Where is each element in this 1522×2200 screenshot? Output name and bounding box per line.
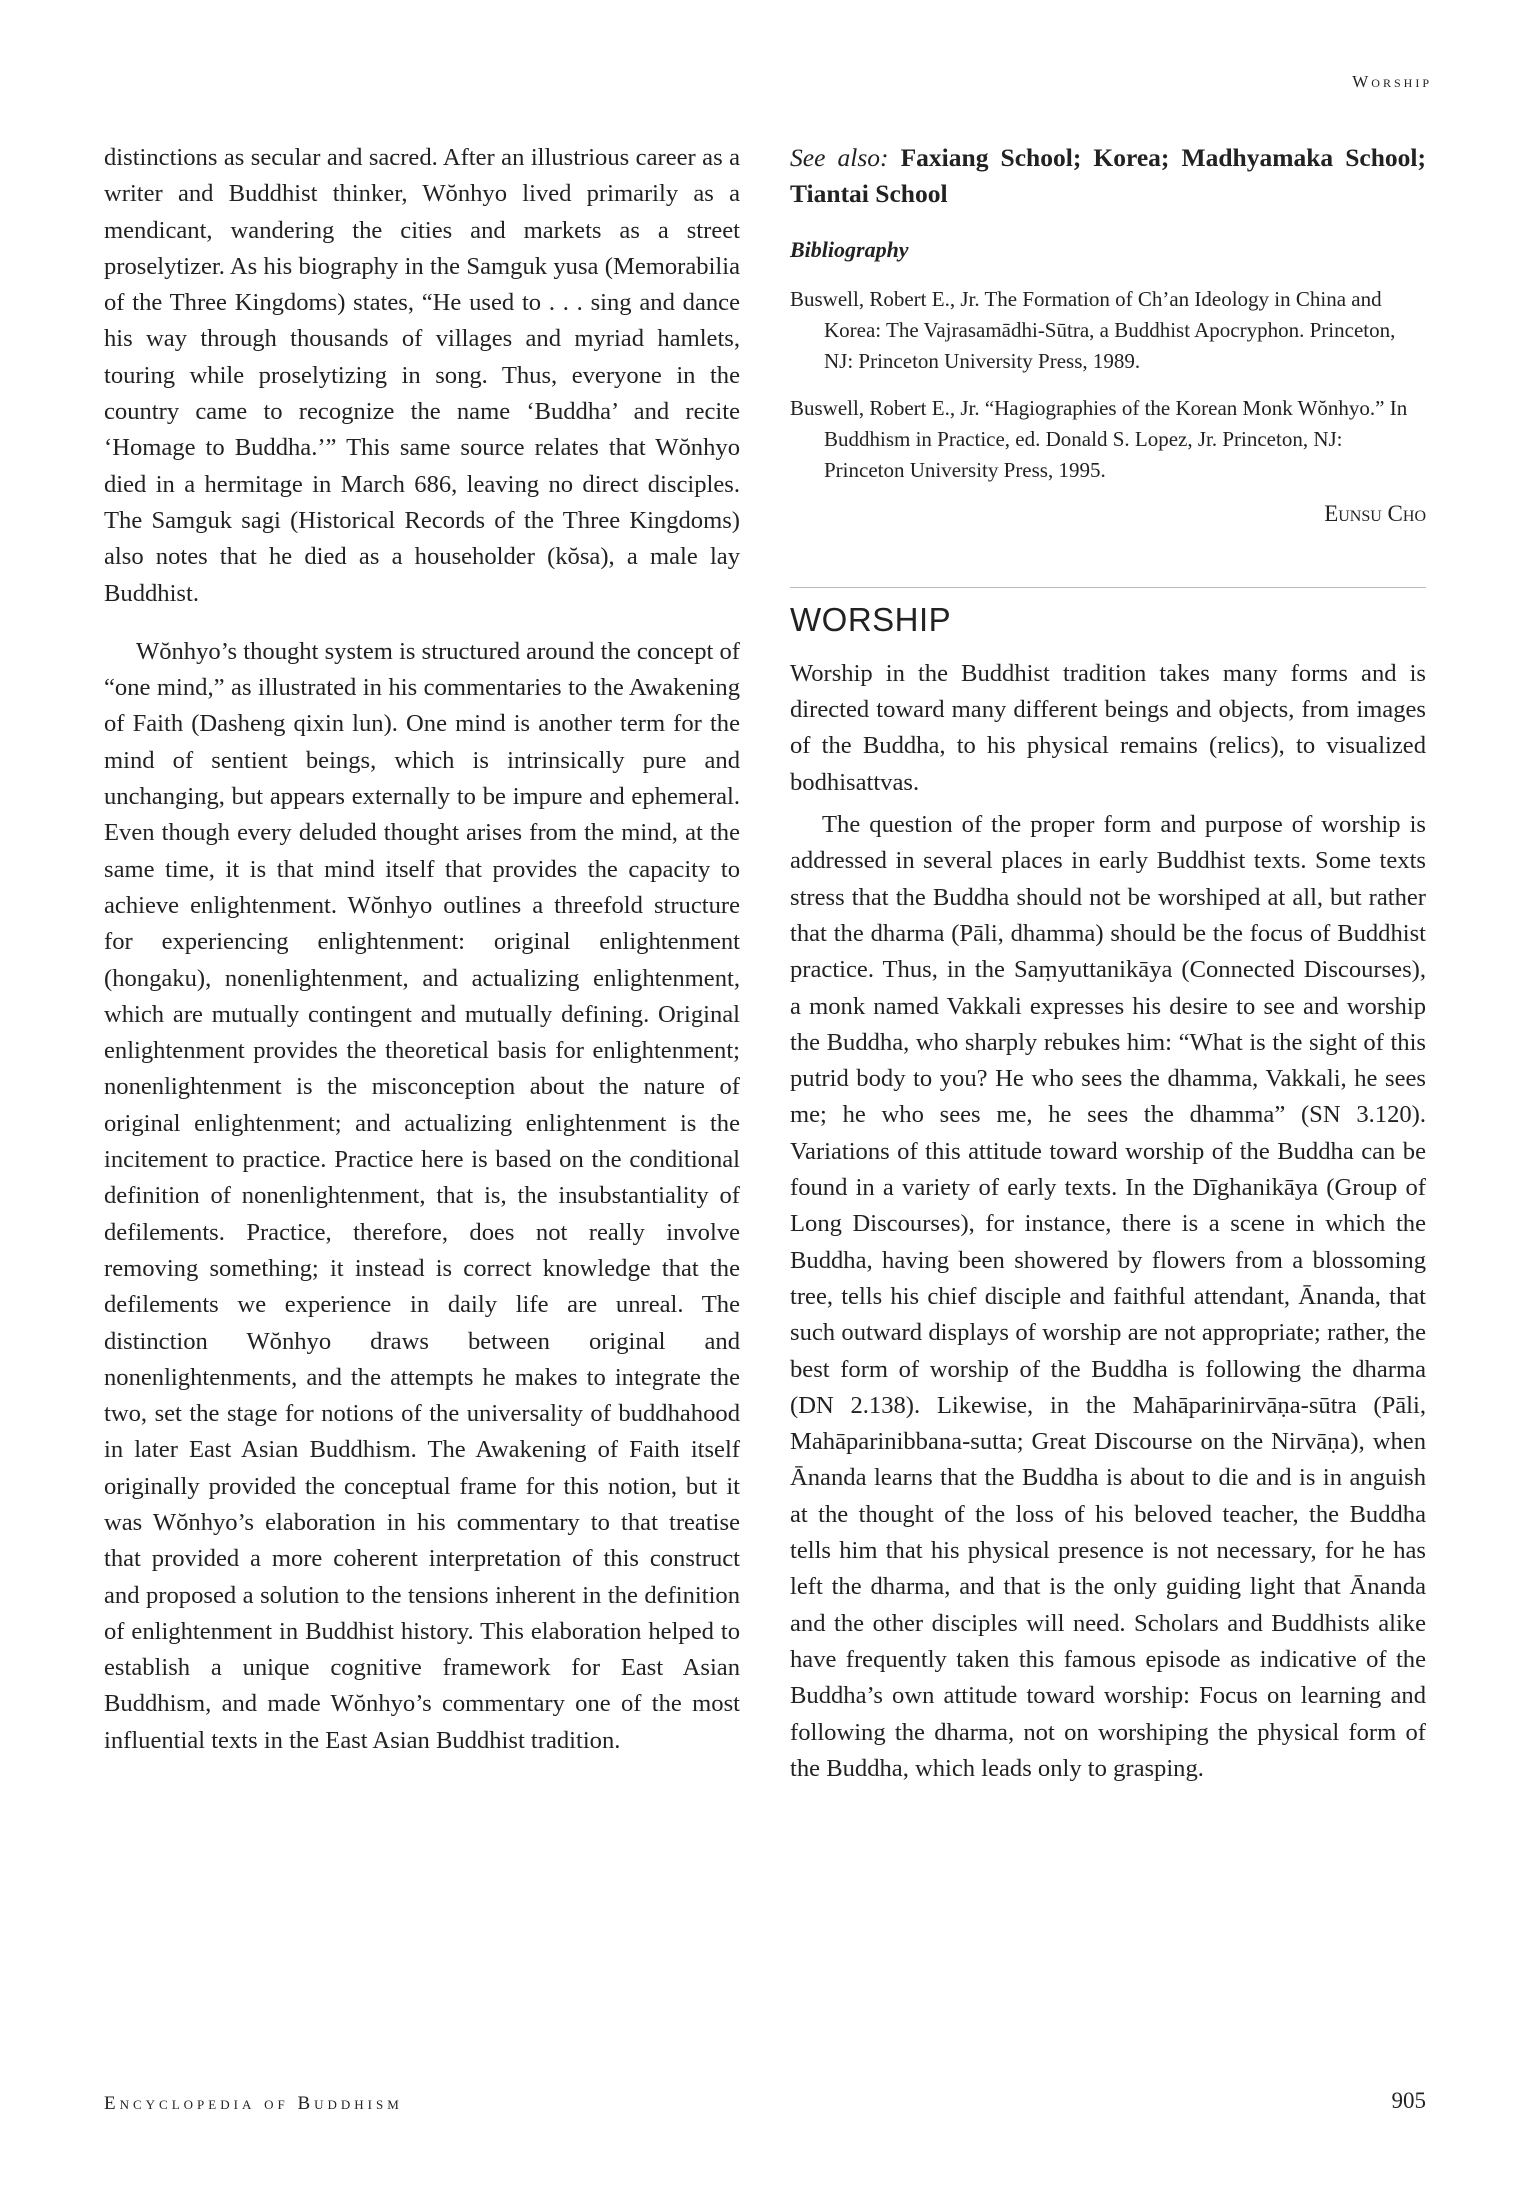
bibliography-heading: Bibliography bbox=[790, 237, 909, 262]
section-divider bbox=[790, 587, 1426, 588]
page-number: 905 bbox=[1391, 2088, 1426, 2113]
body-paragraph: Worship in the Buddhist tradition takes many forms and is directed toward many different beings and objects, from images of the Buddha, to his physical remains (relics), to visualized bodhisattvas. bbox=[790, 659, 1426, 796]
section-title: WORSHIP bbox=[790, 600, 952, 638]
bibliography-entry: Buswell, Robert E., Jr. “Hagiographies of the Korean Monk Wŏnhyo.” In Buddhism in Practice, ed. Donald S. Lopez, Jr. Princeton, NJ: Princeton University Press, 1995. bbox=[790, 396, 1408, 483]
body-paragraph: distinctions as secular and sacred. After an illustrious career as a writer and Buddhist thinker, Wŏnhyo lived primarily as a mendicant, wandering the cities and markets as a street proselytizer. As his biography in the Samguk yusa (Memorabilia of the Three Kingdoms) states, “He used to . . . sing and dance his way through thousands of villages and myriad hamlets, touring while proselytizing in song. Thus, everyone in the country came to recognize the name ‘Buddha’ and recite ‘Homage to Buddha.’” This same source relates that Wŏnhyo died in a hermitage in March 686, leaving no direct disciples. The Samguk sagi (Historical Records of the Three Kingdoms) also notes that he died as a householder (kŏsa), a male lay Buddhist. bbox=[104, 144, 740, 607]
bibliography-entry: Buswell, Robert E., Jr. The Formation of Ch’an Ideology in China and Korea: The Vajrasamādhi-Sūtra, a Buddhist Apocryphon. Princeton, NJ: Princeton University Press, 1989. bbox=[790, 287, 1396, 374]
contributor-name: Eunsu Cho bbox=[1324, 501, 1426, 527]
body-paragraph: The question of the proper form and purpose of worship is addressed in several places in early Buddhist texts. Some texts stress that the Buddha should not be worshiped at all, but rather that the dharma (Pāli, dhamma) should be the focus of Buddhist practice. Thus, in the Saṃyuttanikāya (Connected Discourses), a monk named Vakkali expresses his desire to see and worship the Buddha, who sharply rebukes him: “What is the sight of this putrid body to you? He who sees the dhamma, Vakkali, he sees me; he who sees me, he sees the dhamma” (SN 3.120). Variations of this attitude toward worship of the Buddha can be found in a variety of early texts. In the Dīghanikāya (Group of Long Discourses), for instance, there is a scene in which the Buddha, having been showered by flowers from a blossoming tree, tells his chief disciple and faithful attendant, Ānanda, that such outward displays of worship are not appropriate; rather, the best form of worship of the Buddha is following the dharma (DN 2.138). Likewise, in the Mahāparinirvāṇa-sūtra (Pāli, Mahāparinibbana-sutta; Great Discourse on the Nirvāṇa), when Ānanda learns that the Buddha is about to die and is in anguish at the thought of the loss of his beloved teacher, the Buddha tells him that his physical presence is not necessary, for he has left the dharma, and that is the only guiding light that Ānanda and the other disciples will need. Scholars and Buddhists alike have frequently taken this famous episode as indicative of the Buddha’s own attitude toward worship: Focus on learning and following the dharma, not on worshiping the physical form of the Buddha, which leads only to grasping. bbox=[790, 811, 1426, 1782]
see-also-topics[interactable]: Faxiang School; Korea; Madhyamaka School; Tiantai School bbox=[790, 143, 1427, 208]
running-head: Worship bbox=[1352, 72, 1432, 91]
body-paragraph: Wŏnhyo’s thought system is structured around the concept of “one mind,” as illustrated in his commentaries to the Awakening of Faith (Dasheng qixin lun). One mind is another term for the mind of sentient beings, which is intrinsically pure and unchanging, but appears externally to be impure and ephemeral. Even though every deluded thought arises from the mind, at the same time, it is that mind itself that provides the capacity to achieve enlightenment. Wŏnhyo outlines a threefold structure for experiencing enlightenment: original enlightenment (hongaku), nonenlightenment, and actualizing enlightenment, which are mutually contingent and mutually defining. Original enlightenment provides the theoretical basis for enlightenment; nonenlightenment is the misconception about the nature of original enlightenment; and actualizing enlightenment is the incitement to practice. Practice here is based on the conditional definition of nonenlightenment, that is, the insubstantiality of defilements. Practice, therefore, does not really involve removing something; it instead is correct knowledge that the defilements we experience in daily life are unreal. The distinction Wŏnhyo draws between original and nonenlightenments, and the attempts he makes to integrate the two, set the stage for notions of the universality of buddhahood in later East Asian Buddhism. The Awakening of Faith itself originally provided the conceptual frame for this notion, but it was Wŏnhyo’s elaboration in his commentary to that treatise that provided a more coherent interpretation of this construct and proposed a solution to the tensions inherent in the definition of enlightenment in Buddhist history. This elaboration helped to establish a unique cognitive framework for East Asian Buddhism, and made Wŏnhyo’s commentary one of the most influential texts in the East Asian Buddhist tradition. bbox=[104, 637, 740, 1754]
see-also bbox=[790, 140, 1426, 212]
left-column bbox=[104, 140, 740, 1759]
right-column bbox=[790, 140, 1426, 1787]
see-also-label: See also: bbox=[790, 143, 889, 172]
footer-book-title: Encyclopedia of Buddhism bbox=[104, 2093, 403, 2114]
